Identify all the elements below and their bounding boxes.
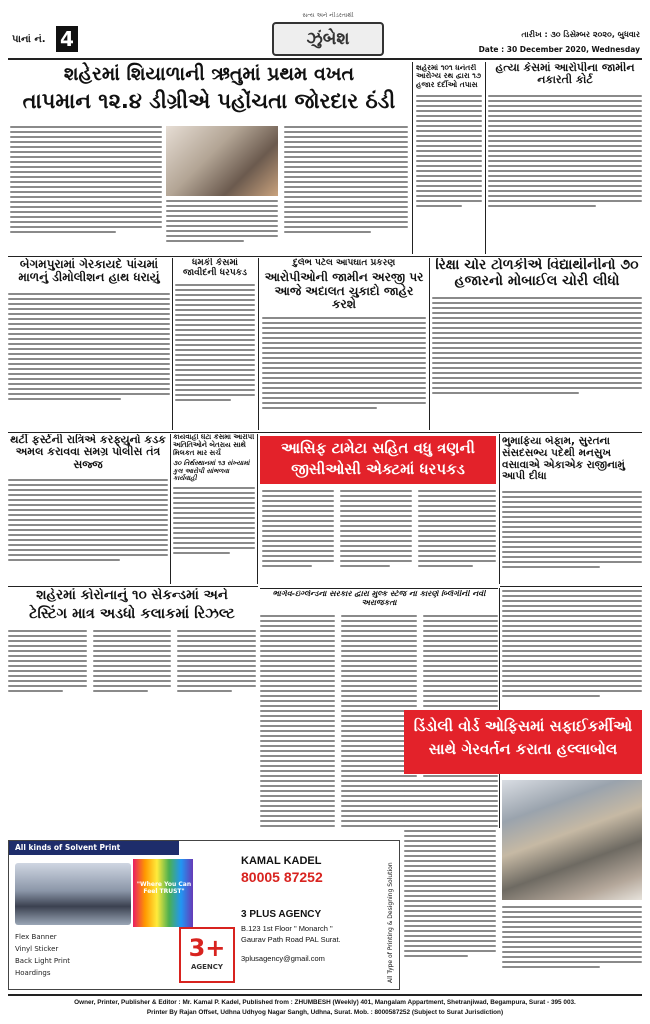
story-body (8, 630, 87, 692)
ad-item: Vinyl Sticker (15, 945, 59, 953)
column-rule (429, 258, 430, 430)
story-corona (8, 588, 256, 736)
headline: થર્ટી ફર્સ્ટની રાત્રિએ કરફ્યુનો કડક અમલ કરાવવા સમગ્ર પોલીસ તંત્ર સજ્જ (10, 434, 166, 471)
masthead-subtitle: સત્ય અને નીડરતાથી (302, 12, 354, 19)
headline-line2: તાપમાન ૧૨.૪ ડીગ્રીએ પહોંચતા જોરદાર ઠંડી (22, 89, 396, 114)
ad-contact (241, 855, 381, 985)
story-body (262, 317, 426, 409)
section-rule (8, 586, 258, 587)
footer (8, 998, 642, 1022)
ad-item: Back Light Print (15, 957, 71, 965)
story-body (416, 95, 482, 207)
ad-banner (9, 841, 179, 855)
story-body (488, 95, 642, 207)
story-durlabh (262, 258, 426, 430)
story-thirty-first (8, 434, 168, 584)
footer-line-2: Printer By Rajan Offset, Udhna Udhyog Nagar Sangh, Udhna, Surat. Mob. : 8000587252 (Subject to Surat Jurisdiction) (146, 1009, 504, 1016)
footer-line-1: Owner, Printer, Publisher & Editor : Mr. Kamal P. Kadel, Published from : ZHUMBESH (Weekly) 401, Mangalam Appartment, Shetranjiwad, Begampura, Surat - 395 003. (74, 999, 576, 1006)
column-rule (170, 434, 171, 584)
advertisement (8, 840, 400, 990)
headline: કાર્યવાહી ઘેટાં કેસમાં આરોપી અતિતિઓને બેતરાય સાથે મિલકત માર સર્ચ (173, 434, 255, 457)
story-dindoli-photo (502, 780, 642, 900)
ad-banner-text: All kinds of Solvent Print (15, 843, 121, 852)
ad-tagline: "Where You Can Feel TRUST" (136, 881, 192, 895)
column-rule (258, 258, 259, 430)
story-dindoli-body-2 (502, 906, 642, 980)
column-rule (172, 258, 173, 430)
story-fake-news (173, 434, 255, 584)
section-rule (500, 586, 642, 587)
ad-address-2: Gaurav Path Road PAL Surat. (241, 935, 341, 944)
story-begampura (8, 258, 170, 430)
masthead-title: ઝુંબેશ (306, 29, 350, 49)
column-rule (257, 434, 258, 584)
section-rule (260, 588, 498, 589)
headline-line1: આસિફ ટામેટા સહિત વધુ ત્રણની (281, 439, 475, 457)
story-body (432, 297, 642, 394)
ad-email: 3plusagency@gmail.com (241, 954, 325, 963)
date-gujarati: તારીખ : ૩૦ ડિસેમ્બર ૨૦૨૦, બુધવાર (521, 30, 640, 39)
headline-line1: ડિંડોલી વોર્ડ ઓફિસમાં સફાઈકર્મીઓ (413, 717, 633, 735)
ad-side-label: All Type of Printing & Designing Solution (387, 862, 394, 983)
ad-items (15, 931, 175, 981)
page-number: 4 (60, 27, 74, 51)
story-cold-body-right (284, 126, 408, 254)
date-english: Date : 30 December 2020, Wednesday (478, 45, 640, 54)
story-dindoli-body (404, 780, 496, 980)
ad-phone: 80005 87252 (241, 869, 323, 885)
story-gst-banner (260, 436, 496, 484)
column-rule (499, 588, 500, 828)
story-murder-bail (488, 62, 642, 254)
headline-line2: જીસીઓસી એક્ટમાં ધરપકડ (291, 459, 465, 478)
story-cold-body-left (10, 126, 162, 254)
headline: ધમકી કેસમાં જાવીદની ધરપકડ (183, 258, 247, 279)
column-rule (412, 62, 413, 254)
story-body (260, 615, 335, 830)
ad-printer-image (15, 863, 131, 925)
ad-address-1: B.123 1st Floor " Monarch " (241, 924, 333, 933)
header-rule (8, 58, 642, 60)
story-body (175, 284, 255, 401)
story-body (93, 630, 172, 692)
headline: શહેરમાં ૧૦૧ ધનંતરી આરોગ્ય રથ દ્વારા ૧૭ હજાર દર્દીઓ તપાસ (416, 64, 482, 89)
story-body (177, 630, 256, 692)
page-label: પાનાં નં. (12, 34, 46, 45)
column-rule (485, 62, 486, 254)
ad-item: Hoardings (15, 969, 51, 977)
story-bhumafia-cont (502, 590, 642, 706)
kicker: દુર્લભ પટેલ આપઘાત પ્રકરણ (292, 258, 396, 268)
headline: ભાર્ગવ-ઇંગ્લેન્ડના સરકાર દ્વારા મુલ્ક સ્ટેજ ના કારણે બ્લિંગીની નવી અરાજકતા (272, 590, 486, 607)
story-cold-body-mid (166, 200, 278, 254)
column-rule (499, 434, 500, 584)
subheadline: ૩૦ તિર્થસ્થાનમાં ૧૩ સંખ્યામાં કુલ આરોપી સાંભળવા કાર્યવાહી (173, 459, 250, 483)
story-threat (175, 258, 255, 430)
section-rule (8, 432, 642, 433)
ad-name: KAMAL KADEL (241, 855, 322, 867)
story-bhumafia (502, 436, 642, 584)
headline: ભુમાફિયા બેફામ, સુરતના સંસદસભ્ય પદેથી મનસુખ વસાવાએ એકાએક રાજીનામું આપી દીધા (502, 436, 625, 483)
story-cold-photo (166, 126, 278, 196)
story-dindoli-banner (404, 710, 642, 774)
story-body (8, 479, 168, 561)
headline-line2: સાથે ગેરવર્તન કરાતા હલ્લાબોલ (428, 739, 618, 758)
story-cold-headline (8, 62, 410, 122)
story-body (502, 491, 642, 568)
headline-line1: શહેરમાં કોરોનાનું ૧૦ સેકન્ડમાં અને (36, 588, 228, 603)
story-gst-body-2 (340, 490, 412, 584)
ad-logo (179, 927, 235, 983)
headline: બેગમપુરામાં ગેરકાયદે પાંચમાં માળનું ડીમોલીશન હાથ ધરાયું (18, 258, 160, 285)
ad-agency: 3 PLUS AGENCY (241, 909, 322, 920)
footer-rule (8, 994, 642, 996)
ad-logo-mark: 3+ (188, 934, 226, 962)
story-gst-body-1 (262, 490, 334, 584)
ad-side-text (385, 847, 399, 985)
masthead (272, 22, 384, 56)
headline-line2: ટેસ્ટિંગ માત્ર અડધો કલાકમાં રિઝલ્ટ (29, 606, 235, 623)
story-dhanvantri (416, 64, 482, 254)
headline-line1: શહેરમાં શિયાળાની ઋતુમાં પ્રથમ વખત (63, 63, 355, 85)
story-gst-body-3 (418, 490, 496, 584)
page-header (0, 0, 650, 58)
headline: રિક્ષા ચોર ટોળકીએ વિદ્યાર્થીનીનો ૭૦ હજારનો મોબાઈલ ચોરી લીધો (435, 258, 639, 289)
headline: આરોપીઓની જામીન અરજી પર આજે અદાલત ચુકાદો જાહેર કરશે (264, 270, 424, 311)
story-rickshaw (432, 258, 642, 430)
ad-logo-sub: AGENCY (190, 963, 223, 971)
story-body (8, 293, 170, 400)
section-rule (8, 256, 642, 257)
ad-item: Flex Banner (15, 933, 57, 941)
story-body (173, 487, 255, 554)
headline: હત્યા કેસમાં આરોપીના જામીન નકારતી કોર્ટ (495, 62, 635, 87)
page-number-box (56, 26, 78, 52)
